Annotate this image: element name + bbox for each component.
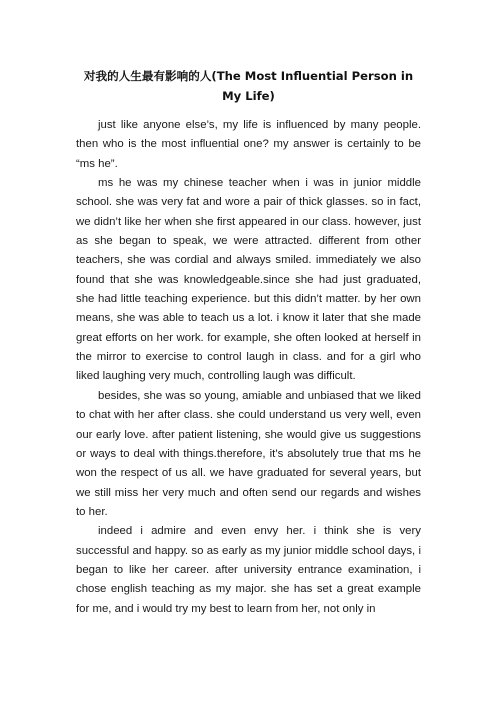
document-title: 对我的人生最有影响的人(The Most Influential Person in My Life) [83, 69, 414, 103]
paragraph-4: indeed i admire and even envy her. i think she is very successful and happy. so as early as my junior middle school days, i began to like her career. after university entrance examination, i chose english teaching as my major. she has set a great example for me, and i would try my best to learn from her, not only in [76, 525, 421, 615]
document-body [76, 116, 421, 619]
paragraph-3: besides, she was so young, amiable and unbiased that we liked to chat with her after class. she could understand us very well, even our early love. after patient listening, she would give us suggestions or ways to deal with things.therefore, it’s absolutely true that ms he won the respect of us all. we have graduated for several years, but we still miss her very much and often send our regards and wishes to her. [76, 389, 421, 518]
paragraph-1: just like anyone else’s, my life is influenced by many people. then who is the most influential one? my answer is certainly to be “ms he”. [76, 119, 421, 170]
paragraph-2: ms he was my chinese teacher when i was in junior middle school. she was very fat and wore a pair of thick glasses. so in fact, we didn’t like her when she first appeared in our class. however, just as she began to speak, we were attracted. different from other teachers, she was cordial and always smiled. immediately we also found that she was knowledgeable.since she had just graduated, she had little teaching experience. but this didn’t matter. by her own means, she was able to teach us a lot. i know it later that she made great efforts on her work. for example, she often looked at herself in the mirror to exercise to control laugh in class. and for a girl who liked laughing very much, controlling laugh was difficult. [76, 177, 421, 383]
